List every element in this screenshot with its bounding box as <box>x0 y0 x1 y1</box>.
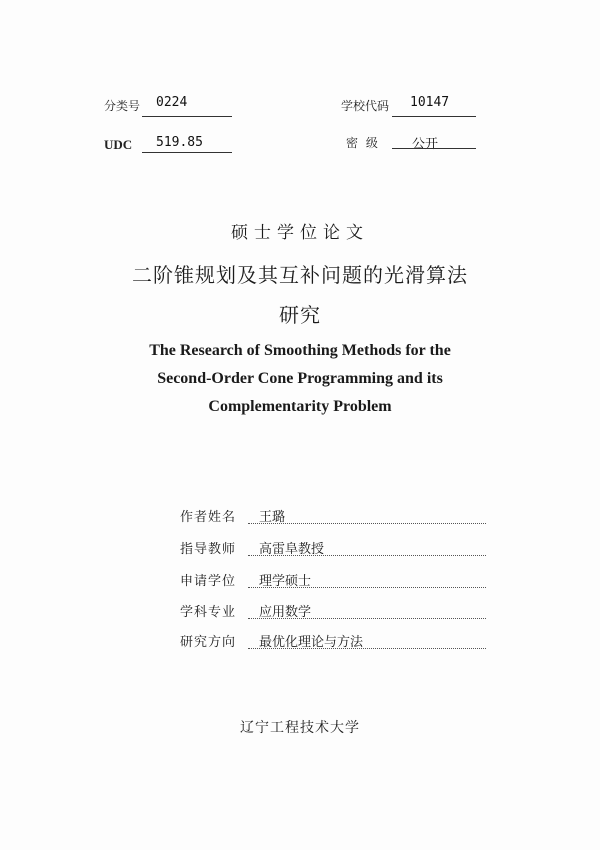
classification-underline <box>142 116 232 117</box>
info-value: 最优化理论与方法 <box>259 635 364 650</box>
udc-value: 519.85 <box>156 135 203 150</box>
info-label: 作者姓名 <box>180 510 237 525</box>
info-dotted-line <box>248 523 486 524</box>
university-name: 辽宁工程技术大学 <box>240 720 360 736</box>
info-value: 王璐 <box>259 510 286 525</box>
school-code-value: 10147 <box>410 95 450 110</box>
security-label: 密 级 <box>346 136 380 150</box>
title-en-line3: Complementarity Problem <box>208 398 392 415</box>
info-label: 指导教师 <box>180 542 237 557</box>
classification-label: 分类号 <box>104 99 141 113</box>
title-en-line2: Second-Order Cone Programming and its <box>157 370 443 387</box>
info-dotted-line <box>248 587 486 588</box>
degree-type: 硕士学位论文 <box>231 223 369 243</box>
info-dotted-line <box>248 648 486 649</box>
info-value: 高雷阜教授 <box>259 542 325 557</box>
info-dotted-line <box>248 555 486 556</box>
security-underline <box>392 148 476 149</box>
udc-underline <box>142 152 232 153</box>
info-label: 申请学位 <box>180 574 237 589</box>
title-cn-line2: 研究 <box>279 303 321 327</box>
info-value: 应用数学 <box>259 605 312 620</box>
info-label: 研究方向 <box>180 635 237 650</box>
school-code-underline <box>392 116 476 117</box>
title-cn-line1: 二阶锥规划及其互补问题的光滑算法 <box>132 263 468 287</box>
info-value: 理学硕士 <box>259 574 312 589</box>
udc-label: UDC <box>104 137 133 152</box>
school-code-label: 学校代码 <box>341 99 390 113</box>
classification-value: 0224 <box>156 95 188 110</box>
info-dotted-line <box>248 618 486 619</box>
info-label: 学科专业 <box>180 605 237 620</box>
title-en-line1: The Research of Smoothing Methods for the <box>149 342 451 359</box>
security-value: 公开 <box>412 137 439 152</box>
